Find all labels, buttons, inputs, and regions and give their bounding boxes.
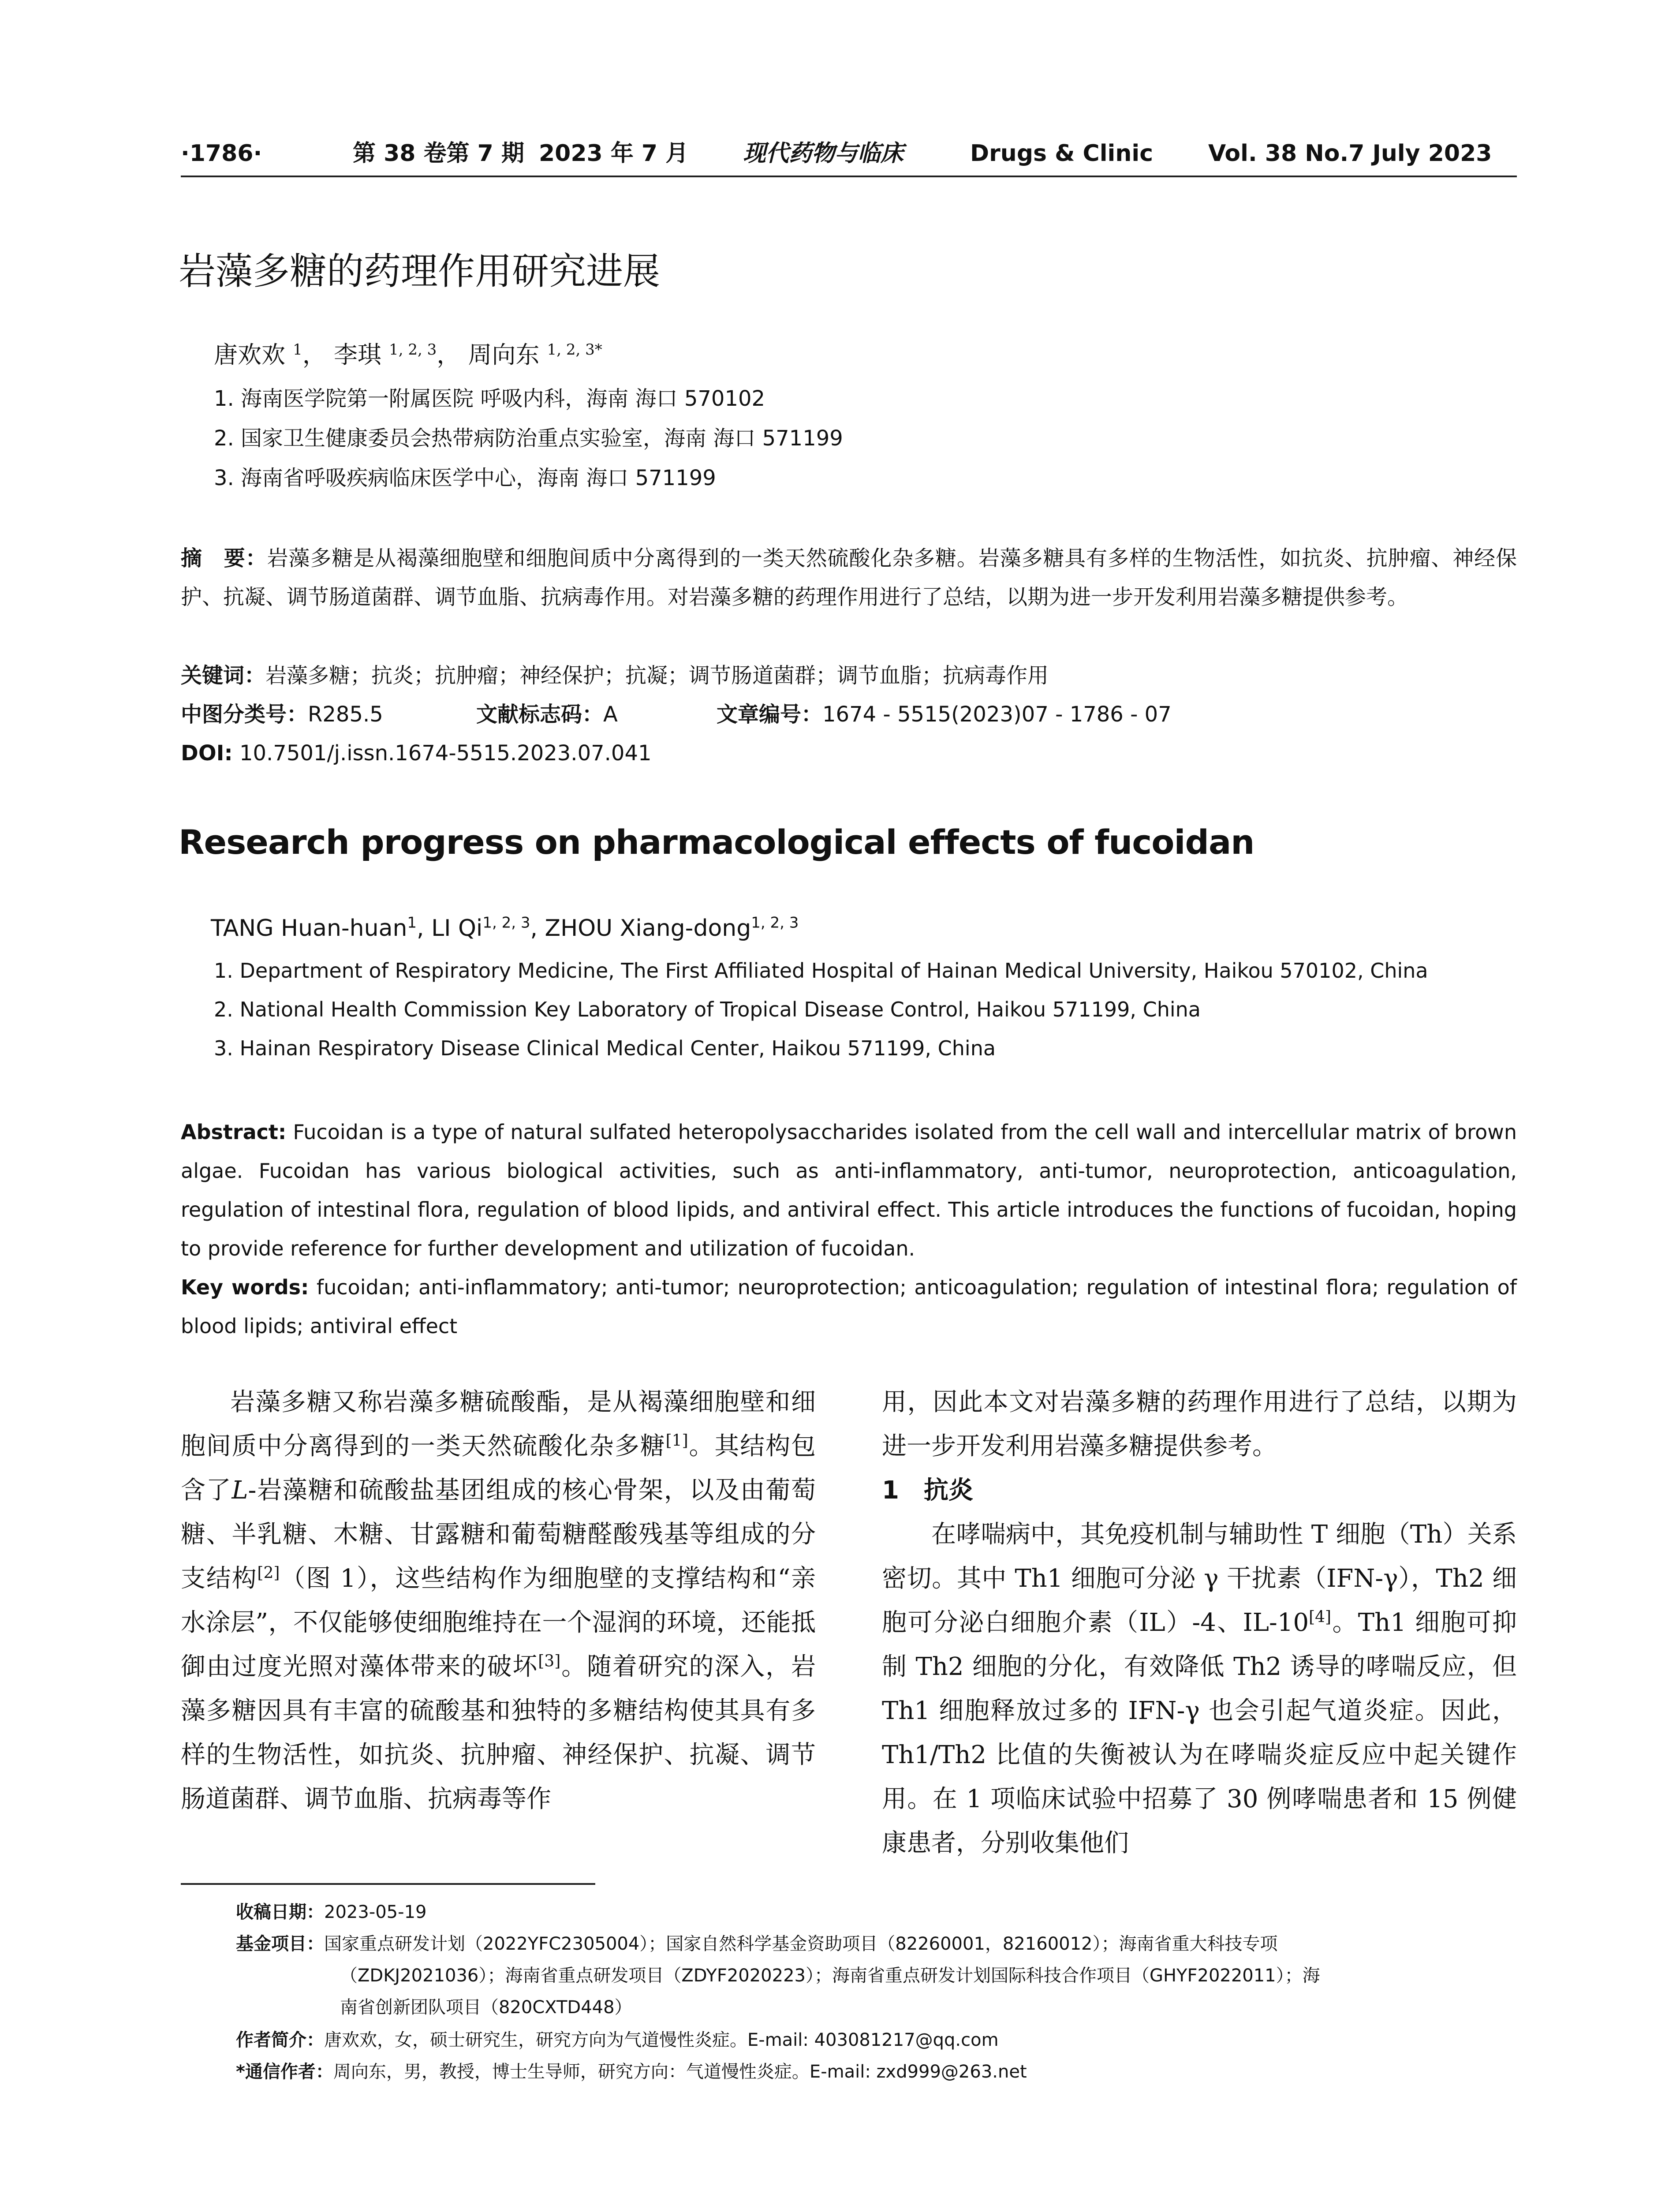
fund-text: 南省创新团队项目（820CXTD448） <box>340 1997 632 2018</box>
body-text: -岩藻糖和硫酸盐基团组成的核心骨架，以及由葡萄糖、半乳糖、木糖、甘露糖和葡萄糖醛酸残基等组成的分支结构 <box>181 1476 816 1593</box>
affiliation-en: 3. Hainan Respiratory Disease Clinical Medical Center, Haikou 571199, China <box>214 1036 996 1060</box>
corresponding-text: 周向东，男，教授，博士生导师，研究方向：气道慢性炎症。E-mail: zxd999@263.net <box>333 2062 1027 2082</box>
journal-name-cn: 现代药物与临床 <box>743 140 904 167</box>
body-text: 。随着研究的深入，岩藻多糖因具有丰富的硫酸基和独特的多糖结构使其具有多样的生物活性，如抗炎、抗肿瘤、神经保护、抗凝、调节肠道菌群、调节血脂、抗病毒等作 <box>181 1652 816 1813</box>
authors-en: TANG Huan-huan$^1$, LI Qi$^{1, 2, 3}$, ZHOU Xiang-dong$^{1, 2, 3}$ <box>211 914 799 942</box>
page-number: ·1786· <box>181 140 262 167</box>
abstract-en-label: Abstract: <box>181 1120 287 1144</box>
received-label: 收稿日期： <box>236 1902 324 1922</box>
fund-text: （ZDKJ2021036）；海南省重点研发项目（ZDYF2020223）；海南省重点研发计划国际科技合作项目（GHYF2022011）；海 <box>340 1966 1320 1986</box>
author-name: 周向东 <box>468 341 540 369</box>
body-left-column <box>181 1380 816 1821</box>
volume-en: Vol. 38 No.7 July 2023 <box>1208 140 1492 167</box>
affiliation-cn: 2. 国家卫生健康委员会热带病防治重点实验室，海南 海口 571199 <box>214 426 843 451</box>
author-affiliation-mark: 1 <box>407 914 417 932</box>
doi-label: DOI: <box>181 741 233 766</box>
abstract-en <box>181 1113 1517 1345</box>
affiliation-cn: 3. 海南省呼吸疾病临床医学中心，海南 海口 571199 <box>214 466 716 490</box>
body-right-column <box>882 1380 1517 1865</box>
keywords-en-label: Key words: <box>181 1275 309 1299</box>
author-bio-label: 作者简介： <box>236 2030 324 2050</box>
received-value: 2023-05-19 <box>324 1902 427 1922</box>
body-text: 。Th1 细胞可抑制 Th2 细胞的分化，有效降低 Th2 诱导的哮喘反应，但 Th1 细胞释放过多的 IFN-γ 也会引起气道炎症。因此，Th1/Th2 比值的失衡被认为在哮喘炎症反应中起关键作用。在 1 项临床试验中招募了 30 例哮喘患者和 15 例健康患者，分别收集他们 <box>882 1608 1517 1857</box>
body-paragraph <box>181 1380 816 1821</box>
body-text: 岩藻多糖又称岩藻多糖硫酸酯，是从褐藻细胞壁和细胞间质中分离得到的一类天然硫酸化杂多糖 <box>181 1388 816 1461</box>
fund-text: 国家重点研发计划（2022YFC2305004）；国家自然科学基金资助项目（82260001，82160012）；海南省重大科技专项 <box>324 1934 1278 1954</box>
doi-value: 10.7501/j.issn.1674-5515.2023.07.041 <box>239 741 652 766</box>
footnote-rule <box>181 1883 595 1885</box>
affiliation-en: 2. National Health Commission Key Laboratory of Tropical Disease Control, Haikou 571199, China <box>214 998 1201 1021</box>
body-text: 。其结构包含了 <box>181 1432 816 1505</box>
received-date <box>236 1896 1517 1928</box>
author-affiliation-mark: 1 <box>293 341 302 359</box>
volume-cn: 第 38 卷第 7 期 <box>353 140 524 167</box>
classification-row <box>181 700 383 729</box>
author-affiliation-mark: 1, 2, 3* <box>547 341 602 359</box>
articleno-value: 1674 - 5515(2023)07 - 1786 - 07 <box>822 702 1172 727</box>
author-name: 唐欢欢 <box>214 341 285 369</box>
citation-ref: [2] <box>257 1564 280 1582</box>
article-number <box>717 700 1172 729</box>
body-paragraph <box>882 1513 1517 1865</box>
author-name: LI Qi <box>431 915 483 942</box>
body-paragraph: 用，因此本文对岩藻多糖的药理作用进行了总结，以期为进一步开发利用岩藻多糖提供参考。 <box>882 1388 1517 1461</box>
title-en: Research progress on pharmacological effects of fucoidan <box>179 822 1254 862</box>
citation-ref: [1] <box>665 1431 688 1450</box>
authors-cn: 唐欢欢 $^1$， 李琪 $^{1, 2, 3}$， 周向东 $^{1, 2, 3*}$ <box>214 341 602 369</box>
abstract-cn-text: 岩藻多糖是从褐藻细胞壁和细胞间质中分离得到的一类天然硫酸化杂多糖。岩藻多糖具有多样的生物活性，如抗炎、抗肿瘤、神经保护、抗凝、调节肠道菌群、调节血脂、抗病毒作用。对岩藻多糖的药理作用进行了总结，以期为进一步开发利用岩藻多糖提供参考。 <box>181 546 1517 609</box>
body-text: 在哮喘病中，其免疫机制与辅助性 T 细胞（Th）关系密切。其中 Th1 细胞可分泌 γ 干扰素（IFN-γ），Th2 细胞可分泌白细胞介素（IL）-4、IL-10 <box>882 1520 1517 1637</box>
date-cn: 2023 年 7 月 <box>539 140 689 167</box>
section-heading: 1 抗炎 <box>882 1476 973 1505</box>
doccode-label: 文献标志码： <box>476 702 604 727</box>
document-code <box>476 700 618 729</box>
fund-label: 基金项目： <box>236 1934 324 1954</box>
author-affiliation-mark: 1, 2, 3 <box>751 914 799 932</box>
journal-name-en: Drugs & Clinic <box>970 140 1154 167</box>
keywords-cn <box>181 662 1049 690</box>
header-rule <box>181 176 1517 177</box>
funding <box>236 1928 1517 2023</box>
corresponding-author <box>236 2056 1517 2088</box>
author-bio <box>236 2024 1517 2056</box>
author-name: ZHOU Xiang-dong <box>545 915 751 942</box>
keywords-cn-label: 关键词： <box>181 663 266 688</box>
clc-value: R285.5 <box>308 702 383 727</box>
clc-label: 中图分类号： <box>181 702 308 727</box>
doi-row <box>181 739 652 767</box>
doccode-value: A <box>603 702 618 727</box>
affiliation-en: 1. Department of Respiratory Medicine, The First Affiliated Hospital of Hainan Medical University, Haikou 570102, China <box>214 959 1428 983</box>
affiliation-cn: 1. 海南医学院第一附属医院 呼吸内科，海南 海口 570102 <box>214 386 765 411</box>
abstract-cn-label: 摘 要： <box>181 546 267 571</box>
body-text: （图 1），这些结构作为细胞壁的支撑结构和“亲水涂层”，不仅能够使细胞维持在一个湿润的环境，还能抵御由过度光照对藻体带来的破坏 <box>181 1564 816 1681</box>
title-cn: 岩藻多糖的药理作用研究进展 <box>179 250 661 293</box>
author-name: 李琪 <box>333 341 381 369</box>
citation-ref: [4] <box>1309 1608 1332 1626</box>
citation-ref: [3] <box>538 1652 561 1671</box>
abstract-en-text: Fucoidan is a type of natural sulfated heteropolysaccharides isolated from the cell wall and intercellular matrix of brown algae. Fucoidan has various biological activities, such as anti-inflammatory, anti-tumor, neuroprotection, anticoagulation, regulation of intestinal flora, regulation of blood lipids, and antiviral effect. This article introduces the functions of fucoidan, hoping to provide reference for further development and utilization of fucoidan. <box>181 1120 1517 1260</box>
articleno-label: 文章编号： <box>717 702 823 727</box>
keywords-en-text: fucoidan; anti-inflammatory; anti-tumor; neuroprotection; anticoagulation; regulation of intestinal flora; regulation of blood lipids; antiviral effect <box>181 1275 1517 1338</box>
italic-text: L <box>231 1476 248 1505</box>
author-name: TANG Huan-huan <box>211 915 407 942</box>
keywords-cn-text: 岩藻多糖；抗炎；抗肿瘤；神经保护；抗凝；调节肠道菌群；调节血脂；抗病毒作用 <box>265 663 1049 688</box>
author-affiliation-mark: 1, 2, 3 <box>482 914 530 932</box>
abstract-cn <box>181 539 1517 617</box>
author-affiliation-mark: 1, 2, 3 <box>389 341 437 359</box>
author-bio-text: 唐欢欢，女，硕士研究生，研究方向为气道慢性炎症。E-mail: 403081217@qq.com <box>324 2030 999 2050</box>
corresponding-label: *通信作者： <box>236 2062 333 2082</box>
